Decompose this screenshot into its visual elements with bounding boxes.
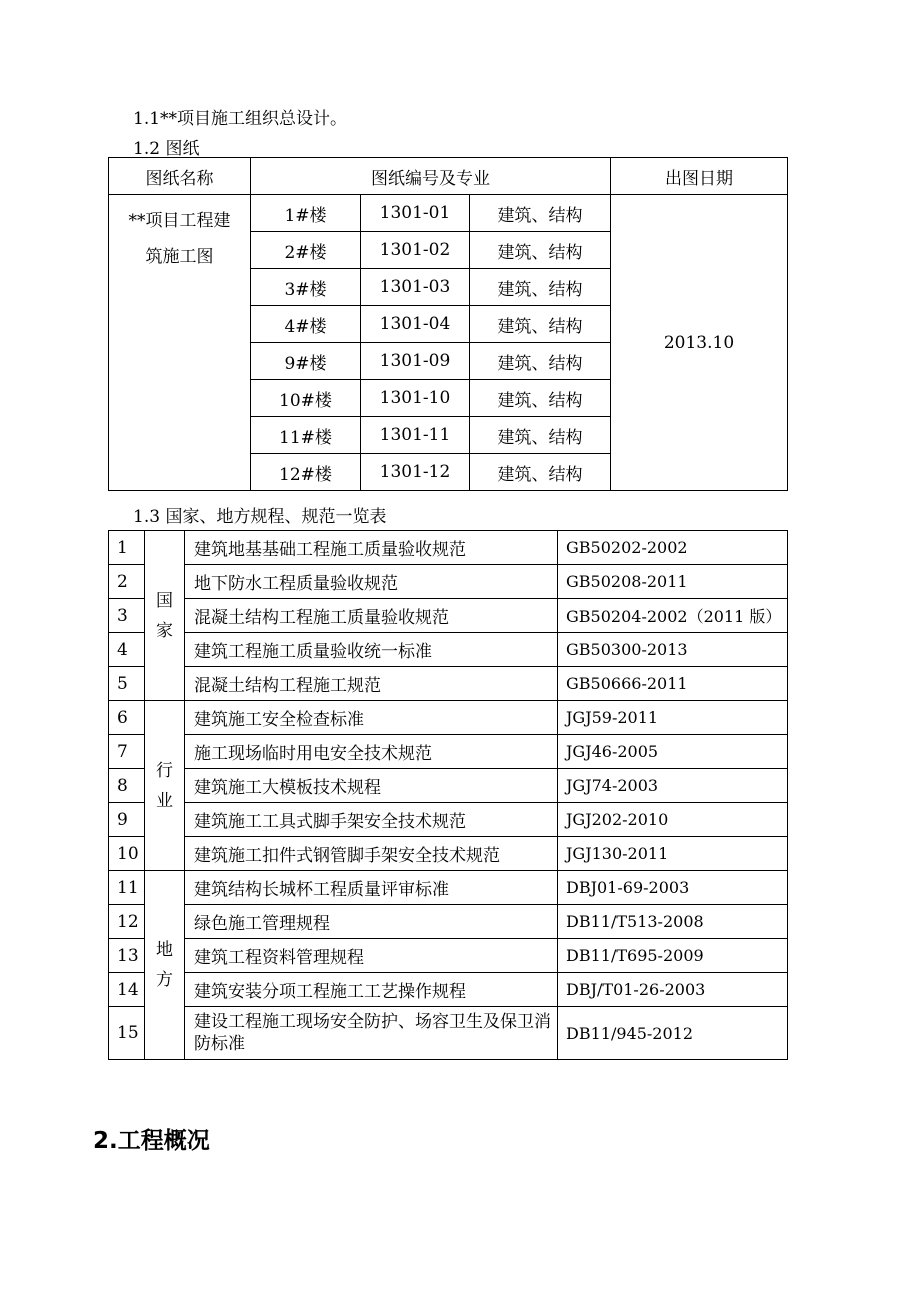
spec-code: GB50202-2002 [558, 531, 788, 565]
discipline-cell: 建筑、结构 [470, 343, 611, 380]
header-issue-date: 出图日期 [611, 158, 788, 195]
discipline-cell: 建筑、结构 [470, 269, 611, 306]
header-drawing-number: 图纸编号及专业 [251, 158, 611, 195]
code-cell: 1301-11 [361, 417, 470, 454]
building-cell: 2#楼 [251, 232, 361, 269]
building-cell: 4#楼 [251, 306, 361, 343]
category-char: 地 [156, 940, 173, 960]
spec-code: JGJ59-2011 [558, 701, 788, 735]
building-cell: 11#楼 [251, 417, 361, 454]
category-char: 方 [156, 970, 173, 990]
section-1-3: 1.3 国家、地方规程、规范一览表 [133, 507, 387, 527]
spec-title: 建筑工程施工质量验收统一标准 [185, 633, 558, 667]
row-number: 15 [109, 1007, 145, 1060]
building-cell: 9#楼 [251, 343, 361, 380]
code-cell: 1301-04 [361, 306, 470, 343]
code-cell: 1301-10 [361, 380, 470, 417]
building-cell: 1#楼 [251, 195, 361, 232]
row-number: 2 [109, 565, 145, 599]
category-national [145, 531, 185, 701]
specs-table [108, 530, 788, 1060]
drawings-table [108, 157, 788, 491]
code-cell: 1301-12 [361, 454, 470, 491]
spec-code: DBJ01-69-2003 [558, 871, 788, 905]
row-number: 7 [109, 735, 145, 769]
row-number: 10 [109, 837, 145, 871]
spec-code: DB11/T513-2008 [558, 905, 788, 939]
spec-code: JGJ46-2005 [558, 735, 788, 769]
discipline-cell: 建筑、结构 [470, 195, 611, 232]
building-cell: 10#楼 [251, 380, 361, 417]
discipline-cell: 建筑、结构 [470, 417, 611, 454]
drawing-name-line2: 筑施工图 [145, 247, 214, 267]
spec-code: GB50204-2002（2011 版） [558, 599, 788, 633]
building-cell: 12#楼 [251, 454, 361, 491]
spec-title: 建筑施工安全检查标准 [185, 701, 558, 735]
row-number: 4 [109, 633, 145, 667]
category-char: 国 [156, 590, 173, 611]
spec-code: GB50300-2013 [558, 633, 788, 667]
row-number: 3 [109, 599, 145, 633]
category-local [145, 871, 185, 1060]
row-number: 12 [109, 905, 145, 939]
spec-title: 建筑结构长城杯工程质量评审标准 [185, 871, 558, 905]
spec-code: GB50208-2011 [558, 565, 788, 599]
spec-title: 建筑工程资料管理规程 [185, 939, 558, 973]
category-char: 业 [156, 790, 173, 811]
spec-code: JGJ130-2011 [558, 837, 788, 871]
spec-code: DB11/T695-2009 [558, 939, 788, 973]
discipline-cell: 建筑、结构 [470, 454, 611, 491]
spec-title: 建筑安装分项工程施工工艺操作规程 [185, 973, 558, 1007]
spec-title: 绿色施工管理规程 [185, 905, 558, 939]
row-number: 11 [109, 871, 145, 905]
code-cell: 1301-01 [361, 195, 470, 232]
spec-title: 建筑地基基础工程施工质量验收规范 [185, 531, 558, 565]
discipline-cell: 建筑、结构 [470, 380, 611, 417]
spec-code: JGJ74-2003 [558, 769, 788, 803]
category-char: 行 [156, 760, 173, 781]
spec-title: 混凝土结构工程施工质量验收规范 [185, 599, 558, 633]
row-number: 5 [109, 667, 145, 701]
row-number: 9 [109, 803, 145, 837]
row-number: 14 [109, 973, 145, 1007]
code-cell: 1301-09 [361, 343, 470, 380]
header-drawing-name: 图纸名称 [109, 158, 251, 195]
row-number: 6 [109, 701, 145, 735]
category-industry [145, 701, 185, 871]
spec-title: 混凝土结构工程施工规范 [185, 667, 558, 701]
code-cell: 1301-03 [361, 269, 470, 306]
discipline-cell: 建筑、结构 [470, 232, 611, 269]
spec-title: 建筑施工大模板技术规程 [185, 769, 558, 803]
category-char: 家 [156, 620, 173, 641]
spec-title: 建筑施工工具式脚手架安全技术规范 [185, 803, 558, 837]
building-cell: 3#楼 [251, 269, 361, 306]
drawing-name-line1: **项目工程建 [128, 211, 231, 231]
issue-date-cell: 2013.10 [611, 195, 788, 491]
discipline-cell: 建筑、结构 [470, 306, 611, 343]
row-number: 8 [109, 769, 145, 803]
spec-code: GB50666-2011 [558, 667, 788, 701]
spec-code: JGJ202-2010 [558, 803, 788, 837]
spec-code: DB11/945-2012 [558, 1007, 788, 1060]
section-1-1: 1.1**项目施工组织总设计。 [133, 109, 348, 129]
row-number: 13 [109, 939, 145, 973]
spec-title: 施工现场临时用电安全技术规范 [185, 735, 558, 769]
code-cell: 1301-02 [361, 232, 470, 269]
spec-title: 建设工程施工现场安全防护、场容卫生及保卫消防标准 [185, 1007, 558, 1060]
spec-title: 地下防水工程质量验收规范 [185, 565, 558, 599]
spec-title: 建筑施工扣件式钢管脚手架安全技术规范 [185, 837, 558, 871]
drawing-name-cell [109, 195, 251, 491]
section-2-heading: 2.工程概况 [93, 1128, 210, 1154]
row-number: 1 [109, 531, 145, 565]
spec-code: DBJ/T01-26-2003 [558, 973, 788, 1007]
section-1-2: 1.2 图纸 [133, 139, 200, 159]
